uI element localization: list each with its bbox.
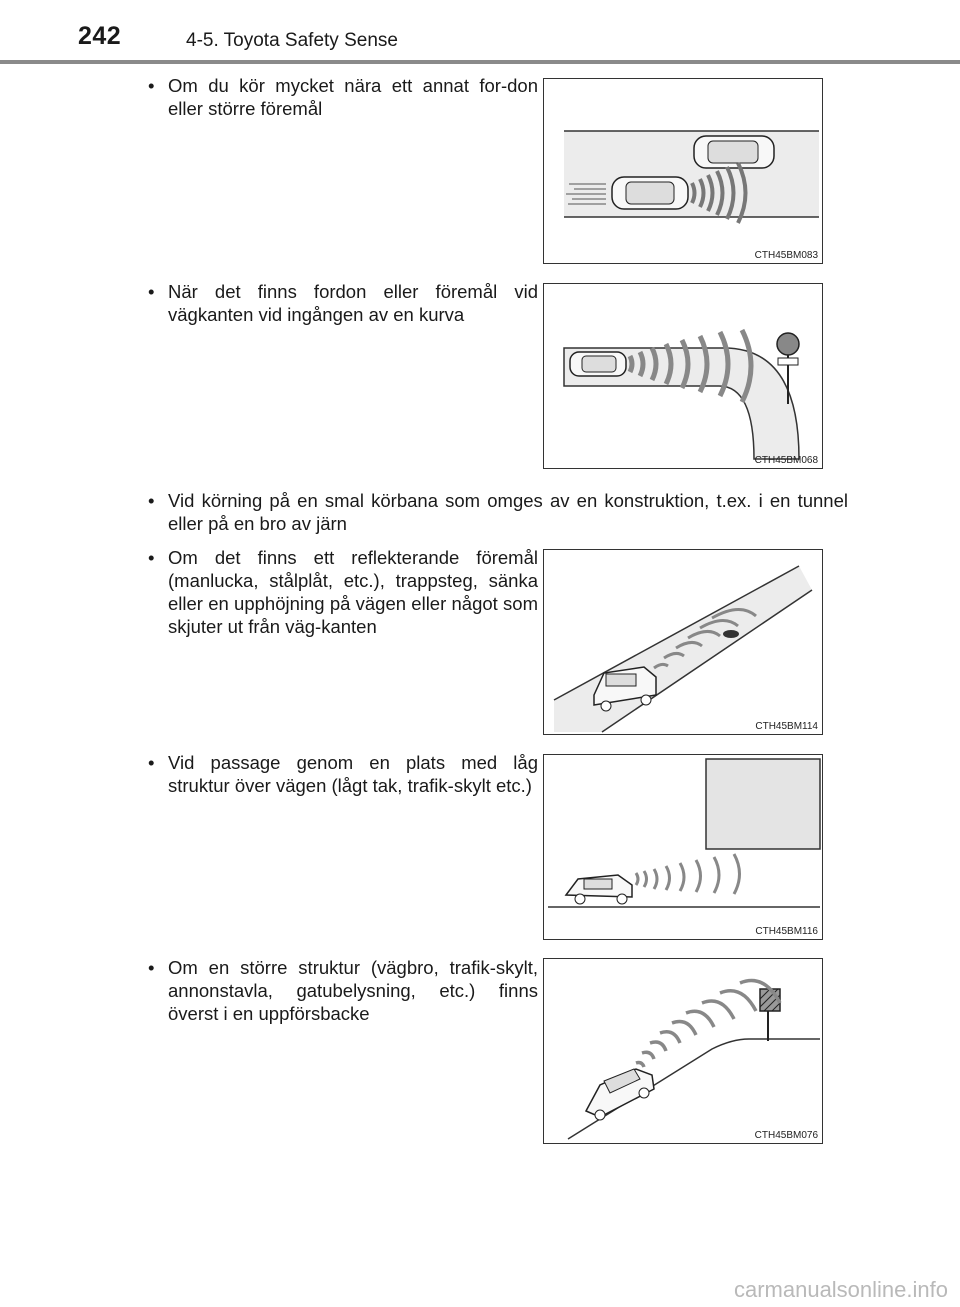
figure-low-structure — [543, 754, 823, 940]
list-item-narrow-road: • Vid körning på en smal körbana som omges av en konstruktion, t.ex. i en tunnel eller på en bro av järn — [148, 489, 848, 535]
figure-close-vehicle — [543, 78, 823, 264]
list-item-curve-entrance: • När det finns fordon eller föremål vid vägkanten vid ingången av en kurva — [148, 280, 538, 326]
figure-curve-entrance — [543, 283, 823, 469]
illustration-curve-entrance — [544, 284, 823, 469]
illustration-uphill-structure — [544, 959, 823, 1144]
figure-uphill-structure — [543, 958, 823, 1144]
watermark: carmanualsonline.info — [733, 1277, 948, 1302]
figure-code: CTH45BM114 — [755, 721, 818, 732]
illustration-low-structure — [544, 755, 823, 940]
header-rule — [0, 60, 960, 64]
figure-code: CTH45BM076 — [754, 1130, 818, 1141]
figure-code: CTH45BM116 — [755, 926, 818, 937]
section-title: 4-5. Toyota Safety Sense — [186, 30, 398, 51]
figure-reflective-object — [543, 549, 823, 735]
list-item-uphill-structure: • Om en större struktur (vägbro, trafik-skylt, annonstavla, gatubelysning, etc.) finns överst i en uppförsbacke — [148, 956, 538, 1025]
list-item-low-structure: • Vid passage genom en plats med låg struktur över vägen (lågt tak, trafik-skylt etc.) — [148, 751, 538, 797]
page-number: 242 — [78, 22, 122, 50]
illustration-reflective-object — [544, 550, 823, 735]
list-item-reflective-object: • Om det finns ett reflekterande föremål (manlucka, stålplåt, etc.), trappsteg, sänka eller en upphöjning på vägen eller något som skjuter ut från väg-kanten — [148, 546, 538, 638]
figure-code: CTH45BM083 — [754, 250, 818, 261]
illustration-close-vehicle — [544, 79, 823, 264]
figure-code: CTH45BM068 — [754, 455, 818, 466]
list-item-close-vehicle: • Om du kör mycket nära ett annat for-don eller större föremål — [148, 74, 538, 120]
